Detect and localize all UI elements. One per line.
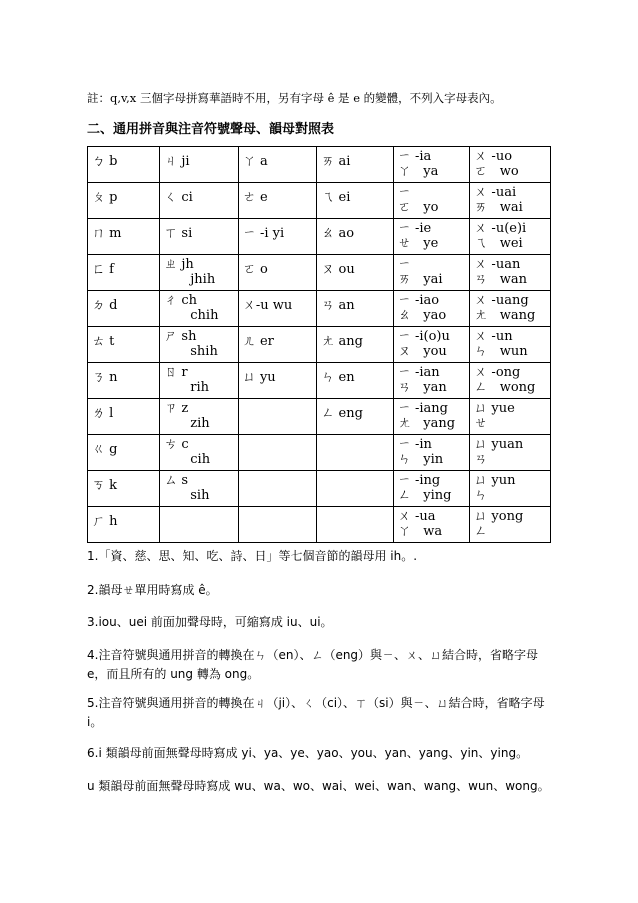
- table-row: [88, 471, 551, 507]
- cell-line: ㄨ -ua: [397, 509, 436, 524]
- cell-text: ㄨ-u wu: [242, 298, 293, 313]
- cell-text: [321, 473, 388, 478]
- cell-line: ㄨ -u(e)i: [474, 221, 527, 236]
- cell-text: ㄒ si: [164, 226, 193, 241]
- table-cell: [88, 219, 160, 255]
- cell-text: ㄜ e: [242, 190, 268, 205]
- table-cell: [160, 255, 239, 291]
- cell-line: ㄢ wan: [474, 272, 527, 287]
- table-cell: [317, 507, 393, 543]
- cell-text: ㄆ p: [92, 190, 118, 205]
- cell-line: ㄢ yan: [397, 380, 447, 395]
- footnote-3: 3.iou、uei 前面加聲母時，可縮寫成 iu、ui。: [87, 615, 333, 629]
- table-cell: [317, 147, 393, 183]
- cell-text: ㄐ ji: [164, 154, 190, 169]
- cell-line: ㄧ -iang: [397, 401, 448, 416]
- cell-text: ㄞ ai: [321, 154, 351, 169]
- table-row: [88, 363, 551, 399]
- cell-line: zih: [190, 416, 210, 431]
- table-cell: [160, 471, 239, 507]
- cell-text: ㄡ ou: [321, 262, 355, 277]
- cell-text: ㄩ yu: [242, 370, 276, 385]
- cell-text: ㄅ b: [92, 154, 118, 169]
- cell-text: ㄢ an: [321, 298, 355, 313]
- cell-text: ㄊ t: [92, 334, 115, 349]
- cell-text: ㄍ g: [92, 442, 118, 457]
- table-row: [88, 435, 551, 471]
- table-cell: [160, 507, 239, 543]
- cell-line: ㄓ jh: [164, 257, 194, 272]
- footnote-2: 2.韻母ㄝ單用時寫成 ê。: [87, 583, 218, 597]
- table-row: [88, 399, 551, 435]
- table-cell: [470, 291, 551, 327]
- table-cell: [470, 183, 551, 219]
- cell-line: ㄩ yong: [474, 509, 524, 524]
- table-cell: [238, 255, 317, 291]
- cell-line: ㄚ ya: [397, 164, 439, 179]
- table-cell: [238, 435, 317, 471]
- table-cell: [160, 147, 239, 183]
- table-cell: [393, 507, 469, 543]
- table-cell: [470, 399, 551, 435]
- table-cell: [88, 255, 160, 291]
- table-cell: [160, 291, 239, 327]
- cell-text: ㄌ l: [92, 406, 114, 421]
- cell-text: [164, 509, 234, 514]
- footnote-6b: u 類韻母前面無聲母時寫成 wu、wa、wo、wai、wei、wan、wang、wun、wong。: [87, 779, 550, 793]
- cell-line: ㄧ -in: [397, 437, 432, 452]
- cell-line: ㄚ wa: [397, 524, 443, 539]
- table-cell: [88, 291, 160, 327]
- table-cell: [470, 435, 551, 471]
- cell-text: [243, 401, 313, 406]
- table-cell: [317, 219, 393, 255]
- cell-line: ㄝ ye: [397, 236, 439, 251]
- cell-line: ㄧ -ia: [397, 149, 432, 164]
- cell-text: ㄥ eng: [321, 406, 363, 421]
- table-cell: [317, 291, 393, 327]
- table-cell: [393, 147, 469, 183]
- cell-line: ㄡ you: [397, 344, 447, 359]
- table-cell: [88, 399, 160, 435]
- cell-line: ㄧ -i(o)u: [397, 329, 450, 344]
- cell-line: ㄣ yin: [397, 452, 444, 467]
- table-cell: [470, 471, 551, 507]
- table-cell: [238, 507, 317, 543]
- cell-line: ㄣ wun: [474, 344, 528, 359]
- cell-line: ㄗ z: [164, 401, 189, 416]
- table-row: [88, 147, 551, 183]
- cell-line: ㄨ -uai: [474, 185, 517, 200]
- table-cell: [160, 183, 239, 219]
- table-cell: [317, 327, 393, 363]
- cell-text: ㄦ er: [242, 334, 274, 349]
- zhuyin-pinyin-table: [87, 146, 551, 543]
- cell-line: ㄙ s: [164, 473, 189, 488]
- table-cell: [238, 183, 317, 219]
- table-row: [88, 291, 551, 327]
- cell-line: ㄤ wang: [474, 308, 536, 323]
- table-cell: [317, 255, 393, 291]
- cell-line: ㄧ -ian: [397, 365, 440, 380]
- cell-line: ㄠ yao: [397, 308, 447, 323]
- cell-line: ㄧ -ing: [397, 473, 441, 488]
- cell-line: ㄨ -ong: [474, 365, 521, 380]
- cell-line: ㄔ ch: [164, 293, 198, 308]
- table-cell: [238, 471, 317, 507]
- cell-line: ㄩ yuan: [474, 437, 524, 452]
- table-row: [88, 219, 551, 255]
- cell-line: rih: [190, 380, 210, 395]
- cell-line: ㄧ -ie: [397, 221, 432, 236]
- cell-text: ㄚ a: [242, 154, 268, 169]
- cell-line: ㄨ -un: [474, 329, 513, 344]
- cell-text: [243, 509, 313, 514]
- cell-line: ㄖ r: [164, 365, 188, 380]
- table-row: [88, 507, 551, 543]
- cell-line: ㄞ wai: [474, 200, 523, 215]
- table-cell: [317, 363, 393, 399]
- table-cell: [88, 435, 160, 471]
- cell-text: ㄇ m: [92, 226, 122, 241]
- cell-line: jhih: [190, 272, 216, 287]
- table-cell: [393, 291, 469, 327]
- table-cell: [470, 327, 551, 363]
- table-cell: [238, 327, 317, 363]
- table-row: [88, 255, 551, 291]
- cell-line: ㄨ -uang: [474, 293, 529, 308]
- cell-line: chih: [190, 308, 219, 323]
- cell-text: ㄋ n: [92, 370, 118, 385]
- cell-line: ㄧ -iao: [397, 293, 440, 308]
- table-cell: [393, 399, 469, 435]
- cell-line: ㄞ yai: [397, 272, 443, 287]
- table-cell: [393, 327, 469, 363]
- table-cell: [393, 471, 469, 507]
- table-cell: [160, 435, 239, 471]
- cell-line: ㄥ ying: [397, 488, 452, 503]
- table-cell: [317, 399, 393, 435]
- table-cell: [238, 219, 317, 255]
- table-row: [88, 327, 551, 363]
- cell-line: ㄛ wo: [474, 164, 519, 179]
- table-cell: [238, 399, 317, 435]
- table-cell: [160, 399, 239, 435]
- footnote-5: 5.注音符號與通用拼音的轉換在ㄐ（ji）、ㄑ（ci）、ㄒ（si）與ㄧ、ㄩ結合時，省略字母 i。: [87, 696, 545, 729]
- cell-line: ㄤ yang: [397, 416, 456, 431]
- table-cell: [238, 363, 317, 399]
- note: 註：q,v,x 三個字母拼寫華語時不用，另有字母 ê 是 e 的變體，不列入字母表內。: [87, 91, 502, 105]
- section-heading: 二、通用拼音與注音符號聲母、韻母對照表: [87, 122, 335, 137]
- cell-line: ㄧ: [397, 257, 411, 272]
- cell-line: ㄘ c: [164, 437, 189, 452]
- cell-text: [243, 473, 313, 478]
- cell-line: ㄝ: [474, 416, 488, 431]
- table-cell: [393, 219, 469, 255]
- cell-text: ㄑ ci: [164, 190, 193, 205]
- cell-text: [321, 509, 388, 514]
- cell-line: ㄛ yo: [397, 200, 439, 215]
- table-cell: [88, 147, 160, 183]
- cell-text: ㄎ k: [92, 478, 118, 493]
- table-cell: [88, 507, 160, 543]
- table-cell: [470, 255, 551, 291]
- table-cell: [393, 183, 469, 219]
- table-cell: [160, 363, 239, 399]
- table-cell: [88, 327, 160, 363]
- cell-line: ㄨ -uan: [474, 257, 521, 272]
- cell-line: ㄕ sh: [164, 329, 197, 344]
- footnote-6: 6.i 類韻母前面無聲母時寫成 yi、ya、ye、yao、you、yan、yang、yin、ying。: [87, 746, 529, 760]
- table-cell: [160, 219, 239, 255]
- cell-line: ㄩ yue: [474, 401, 515, 416]
- cell-line: cih: [190, 452, 211, 467]
- cell-line: shih: [190, 344, 218, 359]
- table-cell: [393, 255, 469, 291]
- cell-text: ㄧ -i yi: [242, 226, 285, 241]
- cell-text: ㄛ o: [242, 262, 268, 277]
- cell-text: ㄣ en: [321, 370, 355, 385]
- cell-line: ㄣ: [474, 488, 488, 503]
- table-cell: [393, 435, 469, 471]
- cell-line: ㄧ: [397, 185, 411, 200]
- footnote-1: 1.「資、慈、思、知、吃、詩、日」等七個音節的韻母用 ih。.: [87, 549, 418, 563]
- table-row: [88, 183, 551, 219]
- table-cell: [88, 363, 160, 399]
- table-cell: [393, 363, 469, 399]
- cell-text: ㄉ d: [92, 298, 118, 313]
- table-cell: [470, 147, 551, 183]
- cell-text: ㄠ ao: [321, 226, 355, 241]
- cell-text: ㄟ ei: [321, 190, 351, 205]
- table-cell: [88, 471, 160, 507]
- table-cell: [470, 507, 551, 543]
- table-cell: [317, 435, 393, 471]
- table-cell: [238, 291, 317, 327]
- cell-text: ㄈ f: [92, 262, 114, 277]
- cell-line: ㄥ: [474, 524, 488, 539]
- cell-line: ㄟ wei: [474, 236, 523, 251]
- table-cell: [88, 183, 160, 219]
- table-cell: [238, 147, 317, 183]
- cell-text: ㄏ h: [92, 514, 118, 529]
- footnote-4: 4.注音符號與通用拼音的轉換在ㄣ（en）、ㄥ（eng）與ㄧ、ㄨ、ㄩ結合時，省略字母 e，而且所有的 ung 轉為 ong。: [87, 648, 539, 681]
- table-cell: [470, 219, 551, 255]
- table-cell: [160, 327, 239, 363]
- table-cell: [470, 363, 551, 399]
- cell-line: ㄥ wong: [474, 380, 536, 395]
- table-cell: [317, 471, 393, 507]
- table-cell: [317, 183, 393, 219]
- cell-text: ㄤ ang: [321, 334, 363, 349]
- cell-line: ㄩ yun: [474, 473, 516, 488]
- cell-text: [321, 437, 388, 442]
- cell-text: [243, 437, 313, 442]
- cell-line: ㄢ: [474, 452, 488, 467]
- cell-line: ㄨ -uo: [474, 149, 513, 164]
- cell-line: sih: [190, 488, 210, 503]
